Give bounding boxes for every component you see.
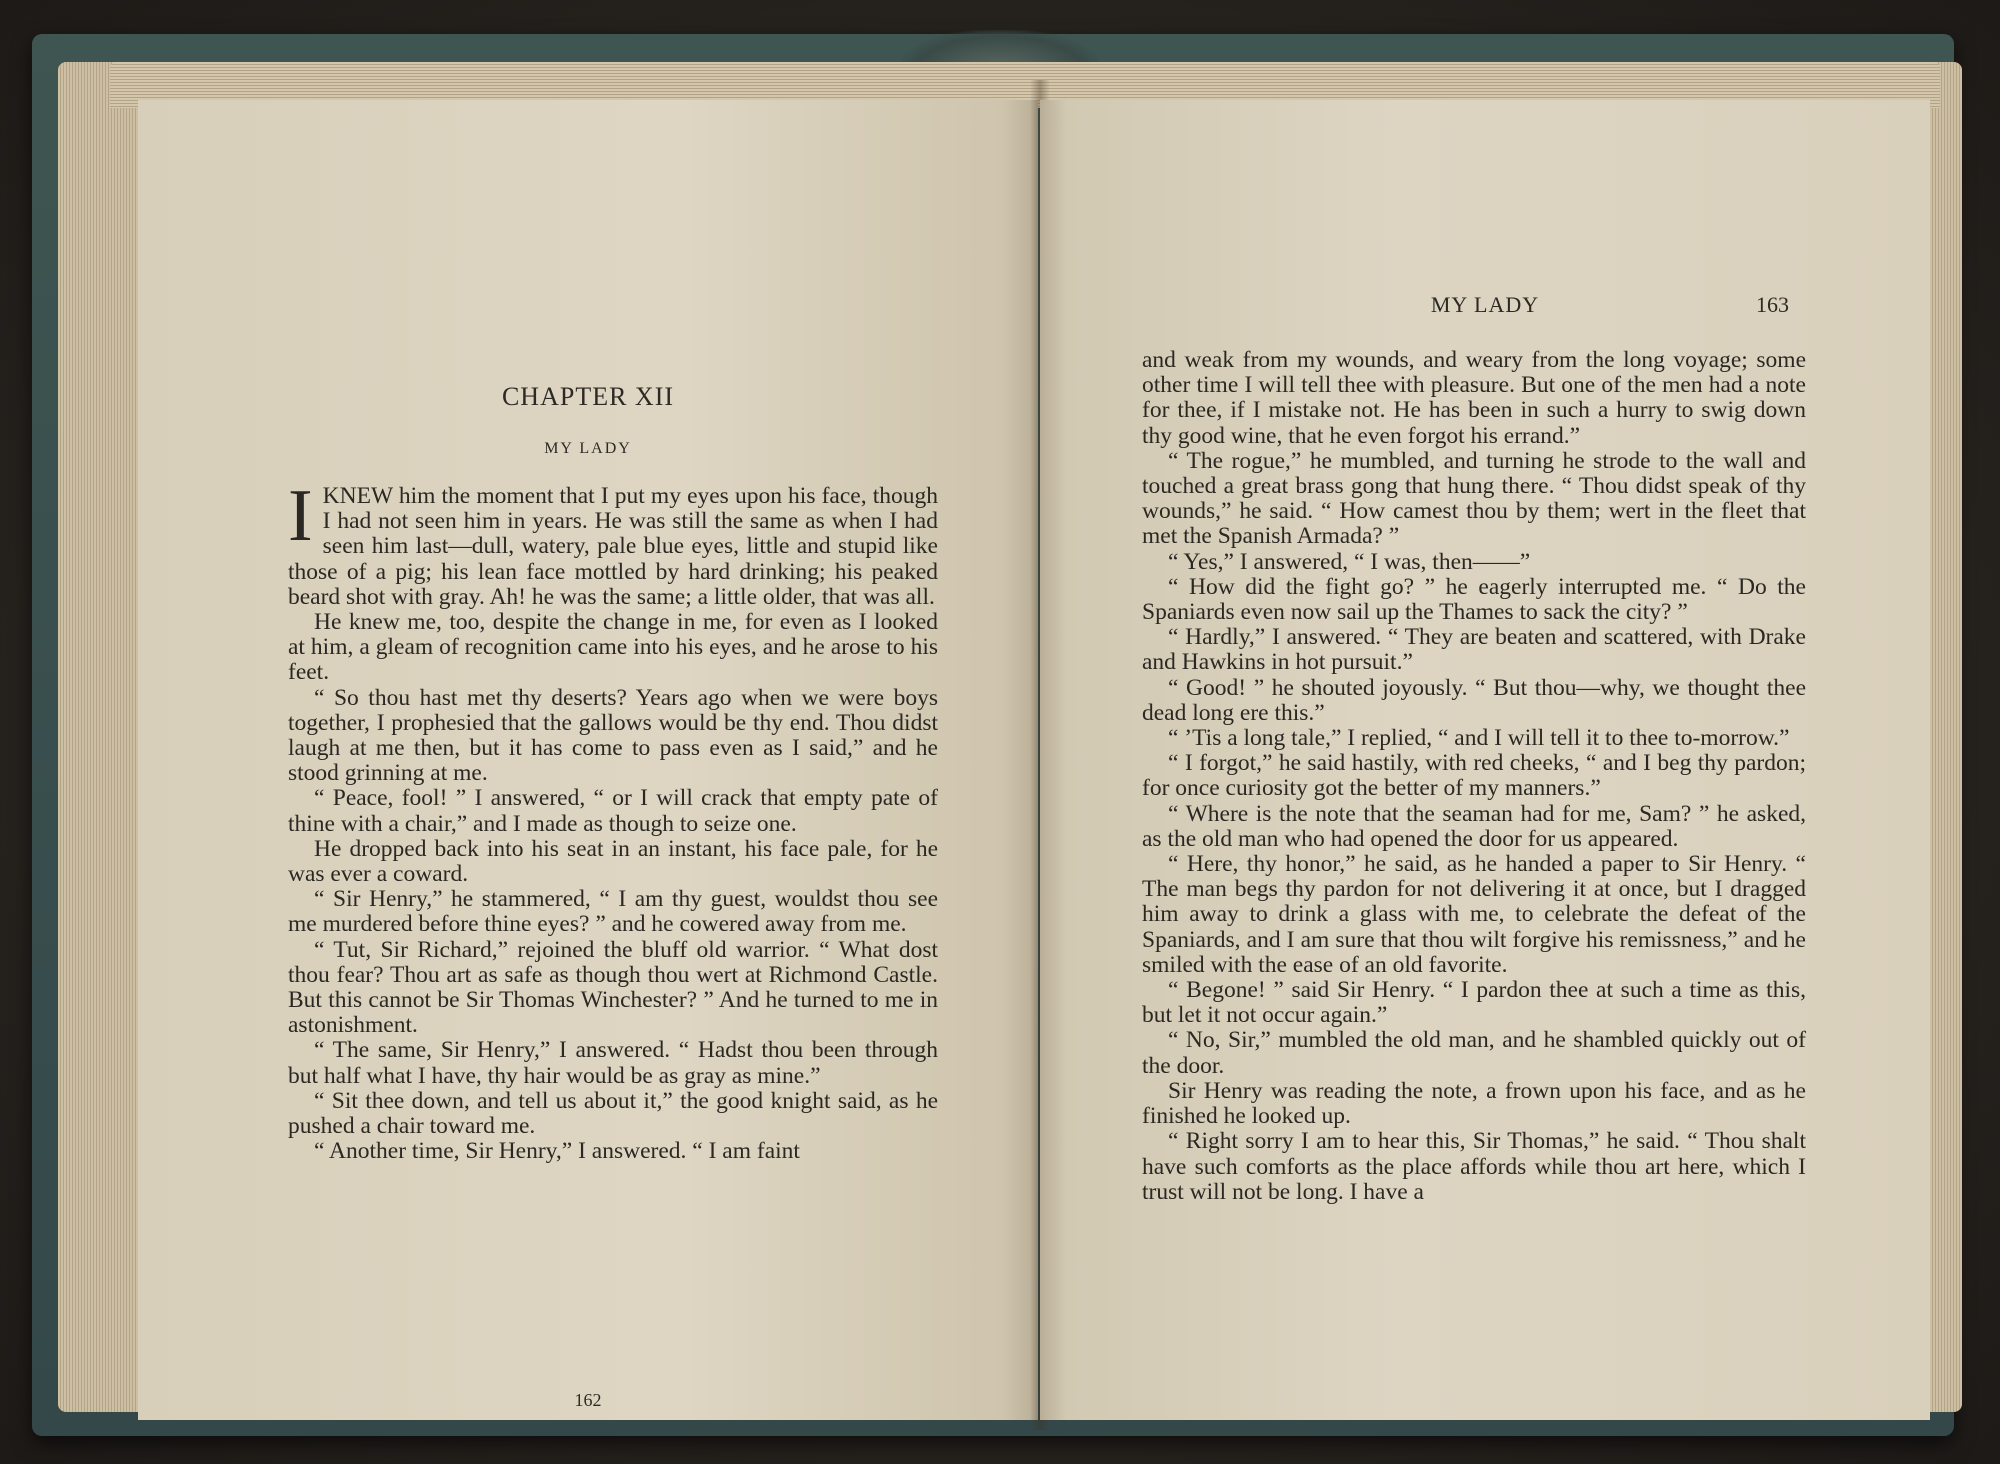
paragraph: IKNEW him the moment that I put my eyes upon his face, though I had not seen him in years. He was still the same as when I had seen him last—dull, watery, pale blue eyes, little and stupid like those of a pig; his lean face mottled by hard drinking; his peaked beard shot with gray. Ah! he was the same; a little older, that was all.: [288, 475, 938, 610]
page-edges-left: [58, 62, 138, 1412]
paragraph: “ Sit thee down, and tell us about it,” the good knight said, as he pushed a chair toward me.: [288, 1087, 938, 1140]
paragraph: and weak from my wounds, and weary from the long voyage; some other time I will tell thee with pleasure. But one of the men had a note for thee, if I mistake not. He has been in such a hurry to swig down thy good wine, that he even forgot his errand.”: [1142, 347, 1806, 449]
paragraph: “ Right sorry I am to hear this, Sir Thomas,” he said. “ Thou shalt have such comforts as the place affords while thou art here, which I trust will not be long. I have a: [1142, 1128, 1806, 1205]
paragraph: “ Peace, fool! ” I answered, “ or I will crack that empty pate of thine with a chair,” and I made as though to seize one.: [288, 785, 938, 837]
paragraph: “ Where is the note that the seaman had for me, Sam? ” he asked, as the old man who had opened the door for us appeared.: [1142, 800, 1806, 852]
paragraph: “ Another time, Sir Henry,” I answered. “ I am faint: [314, 1138, 800, 1165]
paragraph: “ Begone! ” said Sir Henry. “ I pardon thee at such a time as this, but let it not occur again.”: [1142, 977, 1806, 1029]
paragraph: “ How did the fight go? ” he eagerly interrupted me. “ Do the Spaniards even now sail up the Thames to sack the city? ”: [1142, 573, 1806, 626]
drop-cap: I: [288, 475, 313, 557]
page-number-right: 163: [1756, 292, 1789, 317]
paragraph: He dropped back into his seat in an instant, his face pale, for he was ever a coward.: [288, 835, 938, 888]
right-page: [1040, 100, 1930, 1420]
left-page: [138, 100, 1038, 1420]
paragraph: “ Here, thy honor,” he said, as he handed a paper to Sir Henry. “ The man begs thy pardon for not delivering it at once, but I dragged him away to drink a glass with me, to celebrate the defeat of the Spaniards, and I am sure that thou wilt forgive his remissness,” and he smiled with the ease of an old favorite.: [1142, 851, 1806, 978]
paragraph: “ ’Tis a long tale,” I replied, “ and I will tell it to thee to-morrow.”: [1168, 725, 1790, 752]
right-page-body: [1142, 348, 1806, 1205]
paragraph: Sir Henry was reading the note, a frown upon his face, and as he finished he looked up.: [1142, 1077, 1806, 1130]
page-number-left: 162: [574, 1390, 602, 1410]
chapter-title: CHAPTER XII: [501, 382, 675, 411]
paragraph: “ So thou hast met thy deserts? Years ago when we were boys together, I prophesied that the gallows would be thy end. Thou didst laugh at me then, but it has come to pass even as I said,” and he stood grinning at me.: [288, 684, 938, 787]
paragraph: “ Sir Henry,” he stammered, “ I am thy guest, wouldst thou see me murdered before thine eyes? ” and he cowered away from me.: [288, 886, 938, 938]
paragraph: “ Yes,” I answered, “ I was, then——”: [1168, 548, 1531, 575]
paragraph: “ No, Sir,” mumbled the old man, and he shambled quickly out of the door.: [1142, 1027, 1806, 1079]
left-page-body: [288, 475, 938, 1165]
paragraph: “ Tut, Sir Richard,” rejoined the bluff old warrior. “ What dost thou fear? Thou art as safe as though thou wert at Richmond Castle. But this cannot be Sir Thomas Winchester? ” And he turned to me in astonishment.: [288, 936, 938, 1039]
running-head: MY LADY: [1430, 292, 1540, 317]
paragraph: He knew me, too, despite the change in me, for even as I looked at him, a gleam of recognition came into his eyes, and he arose to his feet.: [288, 609, 938, 686]
chapter-subtitle: MY LADY: [544, 440, 632, 457]
paragraph: “ Hardly,” I answered. “ They are beaten and scattered, with Drake and Hawkins in hot pursuit.”: [1142, 624, 1806, 676]
paragraph: “ I forgot,” he said hastily, with red cheeks, “ and I beg thy pardon; for once curiosity got the better of my manners.”: [1142, 750, 1806, 802]
paragraph: “ Good! ” he shouted joyously. “ But thou—why, we thought thee dead long ere this.”: [1142, 674, 1806, 726]
paragraph: “ The same, Sir Henry,” I answered. “ Hadst thou been through but half what I have, thy hair would be as gray as mine.”: [288, 1037, 938, 1089]
paragraph: “ The rogue,” he mumbled, and turning he strode to the wall and touched a great brass gong that hung there. “ Thou didst speak of thy wounds,” he said. “ How camest thou by them; wert in the fleet that met the Spanish Armada? ”: [1142, 447, 1806, 550]
